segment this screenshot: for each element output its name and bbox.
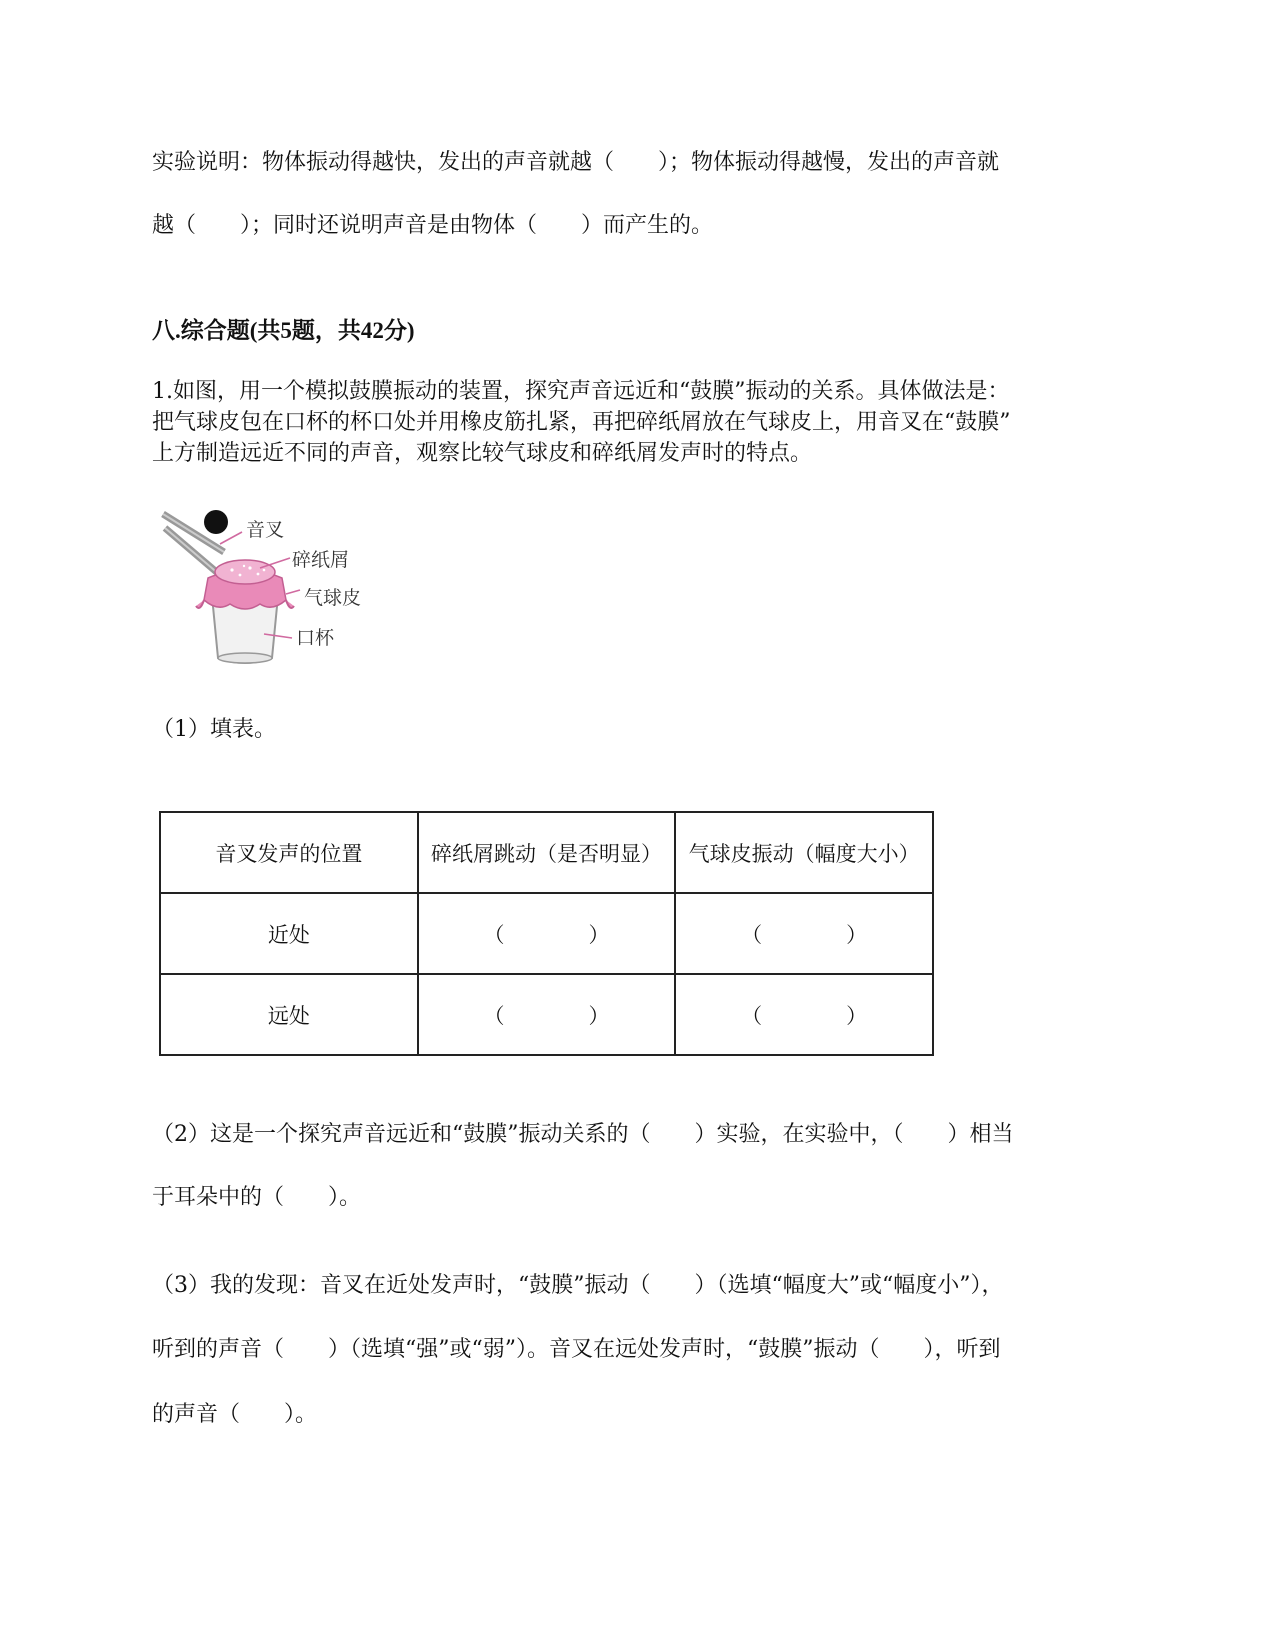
label-line-balloon-skin	[286, 590, 300, 594]
table-row	[160, 893, 933, 974]
question-1-part3-line3: 的声音（ ）。	[152, 1402, 318, 1427]
label-tuning-fork: 音叉	[246, 519, 285, 541]
question-1-part3-line2: 听到的声音（ ）（选填“强”或“弱”）。音叉在远处发声时，“鼓膜”振动（ ），听到	[152, 1337, 1001, 1362]
experiment-conclusion-line2: 越（ ）；同时还说明声音是由物体（ ）而产生的。	[152, 213, 714, 238]
question-1-part3-line1: （3）我的发现：音叉在近处发声时，“鼓膜”振动（ ）（选填“幅度大”或“幅度小”），	[152, 1273, 1004, 1298]
label-paper-bits: 碎纸屑	[292, 549, 350, 571]
table-blank-cell[interactable]: （ ）	[418, 974, 676, 1055]
tuning-fork-icon	[163, 510, 228, 575]
table-cell: 近处	[160, 893, 418, 974]
table-header-cell: 气球皮振动（幅度大小）	[675, 812, 933, 893]
question-1-line2: 把气球皮包在口杯的杯口处并用橡皮筋扎紧，再把碎纸屑放在气球皮上，用音叉在“鼓膜”	[152, 410, 1011, 435]
table-blank-cell[interactable]: （ ）	[675, 893, 933, 974]
table-blank-cell[interactable]: （ ）	[418, 893, 676, 974]
eardrum-model-figure	[160, 500, 400, 670]
table-cell: 远处	[160, 974, 418, 1055]
question-1-text	[152, 376, 1112, 469]
label-cup: 口杯	[296, 627, 335, 649]
label-line-tuning-fork	[220, 532, 242, 544]
table-row	[160, 974, 933, 1055]
label-balloon-skin: 气球皮	[304, 587, 362, 609]
question-1-part1: （1）填表。	[152, 717, 276, 742]
question-1-part2-line2: 于耳朵中的（ ）。	[152, 1185, 362, 1210]
table-blank-cell[interactable]: （ ）	[675, 974, 933, 1055]
table-header-row	[160, 812, 933, 893]
question-1-line1: 1.如图，用一个模拟鼓膜振动的装置，探究声音远近和“鼓膜”振动的关系。具体做法是：	[152, 379, 1010, 404]
experiment-conclusion-line1: 实验说明：物体振动得越快，发出的声音就越（ ）；物体振动得越慢，发出的声音就	[152, 150, 1000, 175]
table-header-cell: 音叉发声的位置	[160, 812, 418, 893]
table-header-cell: 碎纸屑跳动（是否明显）	[418, 812, 676, 893]
observation-table	[159, 811, 934, 1056]
question-1-line3: 上方制造远近不同的声音，观察比较气球皮和碎纸屑发声时的特点。	[152, 441, 813, 466]
section-title: 八.综合题(共5题，共42分)	[152, 318, 415, 343]
question-1-part2-line1: （2）这是一个探究声音远近和“鼓膜”振动关系的（ ）实验，在实验中，（ ）相当	[152, 1122, 1014, 1147]
